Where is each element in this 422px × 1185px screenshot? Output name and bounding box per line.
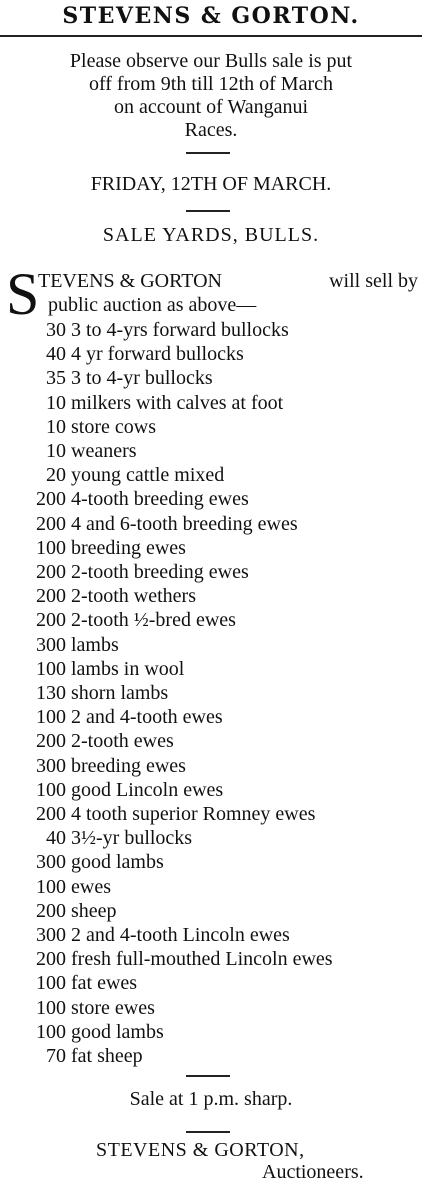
sale-location: SALE YARDS, BULLS. xyxy=(102,224,320,246)
lot-item: 200 2-tooth breeding ewes xyxy=(36,561,249,584)
lot-item: 200 sheep xyxy=(36,899,117,922)
lot-item: 200 4-tooth breeding ewes xyxy=(36,488,249,511)
lot-item: 100 lambs in wool xyxy=(36,657,185,680)
lot-item: 100 fat ewes xyxy=(36,972,138,995)
lot-item: 10 milkers with calves at foot xyxy=(46,391,284,414)
lot-item: 200 2-tooth wethers xyxy=(36,585,196,608)
intro-first-line xyxy=(38,270,418,293)
sale-time: Sale at 1 p.m. sharp. xyxy=(129,1088,293,1110)
drop-cap: S xyxy=(6,261,40,327)
notice-line: off from 9th till 12th of March xyxy=(88,73,334,95)
divider-rule xyxy=(186,210,230,212)
lot-item: 35 3 to 4-yr bullocks xyxy=(46,367,213,390)
lot-item: 200 2-tooth ½-bred ewes xyxy=(36,609,236,632)
divider-rule xyxy=(186,1131,230,1133)
notice-line: on account of Wanganui xyxy=(113,96,309,118)
notice-line: Races. xyxy=(184,119,238,141)
sale-date: FRIDAY, 12TH OF MARCH. xyxy=(90,173,332,195)
lot-item: 100 breeding ewes xyxy=(36,536,186,559)
lot-item: 300 2 and 4-tooth Lincoln ewes xyxy=(36,924,290,947)
lot-item: 10 weaners xyxy=(46,440,137,463)
lot-item: 70 fat sheep xyxy=(46,1045,143,1068)
masthead: STEVENS & GORTON. xyxy=(62,3,360,29)
lot-item: 20 young cattle mixed xyxy=(46,464,225,487)
lot-item: 200 fresh full-mouthed Lincoln ewes xyxy=(36,948,333,971)
lot-item: 130 shorn lambs xyxy=(36,682,169,705)
footer-role: Auctioneers. xyxy=(262,1161,364,1183)
intro-will-sell: will sell by xyxy=(329,270,418,292)
lot-item: 100 ewes xyxy=(36,875,111,898)
lot-item: 300 lambs xyxy=(36,633,119,656)
footer-firm-name: STEVENS & GORTON, xyxy=(96,1139,305,1161)
divider-rule xyxy=(186,152,230,154)
lot-item: 100 good Lincoln ewes xyxy=(36,778,224,801)
lot-item: 200 2-tooth ewes xyxy=(36,730,174,753)
lot-item: 10 store cows xyxy=(46,415,156,438)
postponement-notice xyxy=(0,50,422,142)
lot-item: 200 4 tooth superior Romney ewes xyxy=(36,803,316,826)
lot-item: 100 good lambs xyxy=(36,1020,164,1043)
lot-item: 300 breeding ewes xyxy=(36,754,186,777)
lot-item: 200 4 and 6-tooth breeding ewes xyxy=(36,512,298,535)
masthead-rule xyxy=(0,35,422,37)
lot-item: 30 3 to 4-yrs forward bullocks xyxy=(46,319,289,341)
lot-item: 40 3½-yr bullocks xyxy=(46,827,193,850)
lot-item: 300 good lambs xyxy=(36,851,164,874)
lot-item: 100 store ewes xyxy=(36,996,155,1019)
lot-list xyxy=(0,318,422,1068)
divider-rule xyxy=(186,1075,230,1077)
notice-line: Please observe our Bulls sale is put xyxy=(69,50,353,72)
intro-firm-name: TEVENS & GORTON xyxy=(38,270,222,292)
lot-item: 40 4 yr forward bullocks xyxy=(46,343,244,366)
lot-item: 100 2 and 4-tooth ewes xyxy=(36,706,223,729)
intro-second-line: public auction as above— xyxy=(48,294,257,316)
